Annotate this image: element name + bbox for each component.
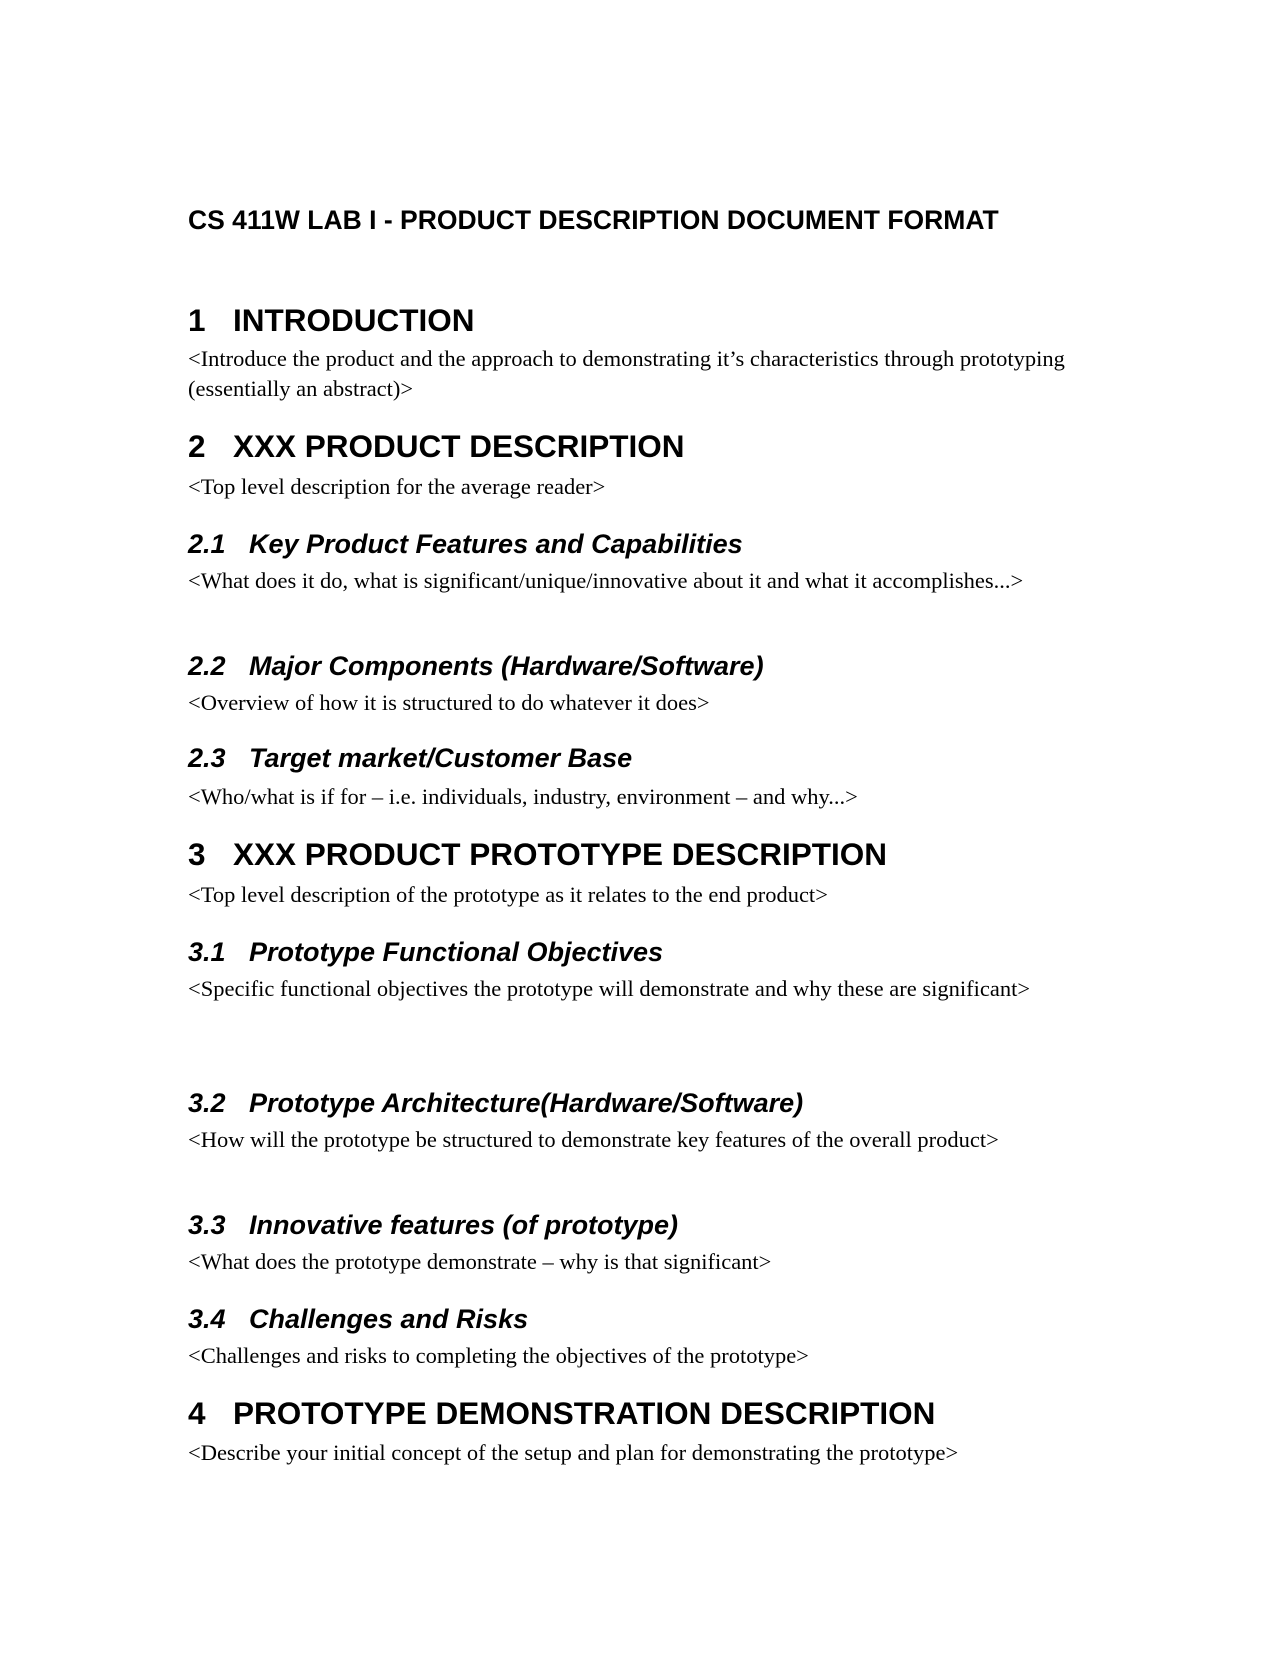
key-features-body: <What does it do, what is significant/unique/innovative about it and what it accomplishes...>	[188, 568, 1024, 593]
heading-target-market	[188, 741, 632, 775]
section-number: 1	[188, 302, 206, 338]
section-number: 2.2	[188, 651, 226, 681]
heading-demonstration-description	[188, 1393, 935, 1433]
heading-key-features	[188, 527, 743, 561]
section-number: 3.3	[188, 1210, 226, 1240]
prototype-architecture-body: <How will the prototype be structured to demonstrate key features of the overall product>	[188, 1127, 999, 1152]
demonstration-description-body: <Describe your initial concept of the setup and plan for demonstrating the prototype>	[188, 1440, 959, 1465]
section-heading-text: Challenges and Risks	[249, 1304, 529, 1334]
major-components-body: <Overview of how it is structured to do whatever it does>	[188, 690, 710, 715]
heading-prototype-architecture	[188, 1086, 803, 1120]
document-title: CS 411W LAB I - PRODUCT DESCRIPTION DOCUMENT FORMAT	[188, 205, 999, 235]
section-number: 2.1	[188, 529, 226, 559]
section-heading-text: Target market/Customer Base	[249, 743, 633, 773]
section-number: 3	[188, 836, 206, 872]
heading-introduction	[188, 300, 474, 340]
heading-major-components	[188, 649, 764, 683]
section-heading-text: Prototype Functional Objectives	[249, 937, 664, 967]
functional-objectives-body: <Specific functional objectives the prototype will demonstrate and why these are significant>	[188, 976, 1031, 1001]
innovative-features-body: <What does the prototype demonstrate – why is that significant>	[188, 1249, 772, 1274]
prototype-description-body: <Top level description of the prototype as it relates to the end product>	[188, 882, 828, 907]
section-heading-text: Prototype Architecture(Hardware/Software)	[249, 1088, 804, 1118]
heading-prototype-description	[188, 834, 887, 874]
target-market-body: <Who/what is if for – i.e. individuals, industry, environment – and why...>	[188, 784, 858, 809]
section-heading-text: XXX PRODUCT DESCRIPTION	[233, 428, 685, 464]
heading-functional-objectives	[188, 935, 663, 969]
section-heading-text: XXX PRODUCT PROTOTYPE DESCRIPTION	[233, 836, 888, 872]
heading-product-description	[188, 426, 685, 466]
section-number: 3.4	[188, 1304, 226, 1334]
section-heading-text: Major Components (Hardware/Software)	[249, 651, 764, 681]
section-heading-text: Key Product Features and Capabilities	[249, 529, 743, 559]
section-number: 3.1	[188, 937, 226, 967]
section-number: 3.2	[188, 1088, 226, 1118]
section-number: 2	[188, 428, 206, 464]
section-heading-text: PROTOTYPE DEMONSTRATION DESCRIPTION	[233, 1395, 936, 1431]
section-number: 2.3	[188, 743, 226, 773]
section-number: 4	[188, 1395, 206, 1431]
section-heading-text: Innovative features (of prototype)	[249, 1210, 679, 1240]
product-description-body: <Top level description for the average reader>	[188, 474, 606, 499]
challenges-risks-body: <Challenges and risks to completing the objectives of the prototype>	[188, 1343, 809, 1368]
section-heading-text: INTRODUCTION	[233, 302, 475, 338]
introduction-body: <Introduce the product and the approach to demonstrating it’s characteristics through prototyping (essentially an abstract)>	[188, 346, 1065, 401]
heading-challenges-risks	[188, 1302, 528, 1336]
heading-innovative-features	[188, 1208, 678, 1242]
